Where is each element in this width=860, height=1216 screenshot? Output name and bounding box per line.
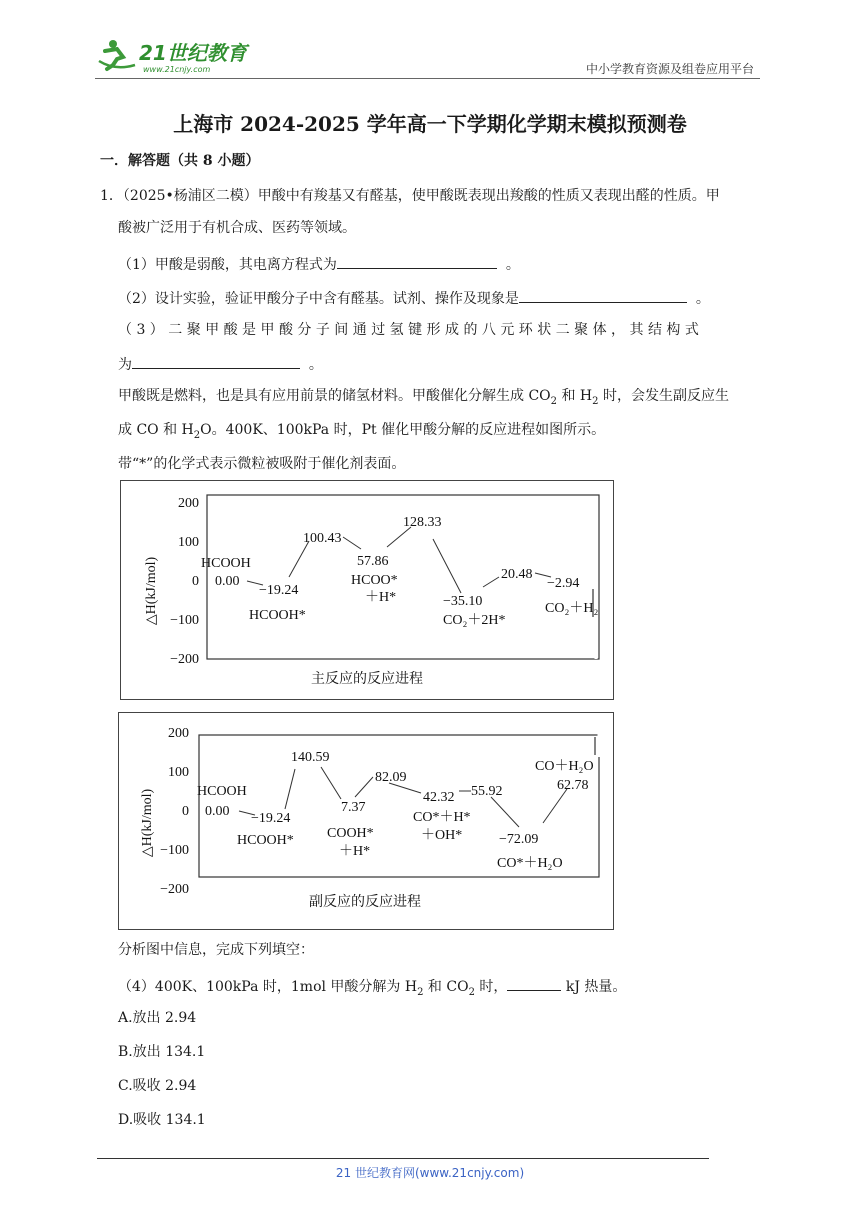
- analyze-text: 分析图中信息，完成下列填空：: [118, 942, 314, 958]
- end-mark: 。: [308, 357, 323, 373]
- energy-label: 140.59: [291, 750, 330, 765]
- footer-divider: [97, 1158, 709, 1159]
- q1-part4: [118, 974, 626, 1003]
- species-label: HCOOH*: [237, 833, 294, 848]
- y-tick: 100: [168, 765, 189, 780]
- connector: [285, 769, 295, 809]
- q1-part2: [118, 286, 710, 309]
- answer-blank-3[interactable]: [132, 352, 300, 369]
- energy-label: −35.10: [443, 594, 483, 609]
- q4-text: 和 CO: [423, 979, 469, 995]
- y-tick: −200: [160, 882, 189, 897]
- info-line2: [118, 420, 605, 446]
- info-text: O。400K、100kPa 时，Pt 催化甲酸分解的反应进程如图所示。: [200, 422, 606, 438]
- energy-label: −2.94: [547, 576, 580, 591]
- species-label: HCOOH*: [249, 608, 306, 623]
- connector: [355, 777, 373, 797]
- connector: [433, 539, 461, 593]
- y-tick: 200: [168, 726, 189, 741]
- info-text: 成 CO 和 H: [118, 422, 194, 438]
- y-tick: 0: [192, 574, 199, 589]
- answer-blank-2[interactable]: [519, 286, 687, 303]
- species-label: CO*＋H*: [413, 810, 471, 825]
- energy-label: 7.37: [341, 800, 366, 815]
- connector: [483, 577, 499, 587]
- y-tick: 100: [178, 535, 199, 550]
- energy-label: 55.92: [471, 784, 503, 799]
- species-label: ＋OH*: [421, 828, 463, 843]
- header-divider: [95, 78, 760, 79]
- subscript: 2: [550, 395, 558, 407]
- y-tick: −100: [160, 843, 189, 858]
- subscript: 2: [417, 986, 424, 998]
- energy-label: 20.48: [501, 567, 533, 582]
- q1-part3-text: 为: [118, 357, 132, 373]
- species-label: HCOOH: [201, 556, 251, 571]
- page-header: [95, 30, 760, 80]
- option-c[interactable]: C.吸收 2.94: [118, 1078, 197, 1094]
- section-heading: 一．解答题（共 8 小题）: [100, 153, 260, 169]
- y-axis-label: △H(kJ/mol): [140, 788, 155, 858]
- end-mark: 。: [505, 257, 520, 273]
- species-label: HCOOH: [197, 784, 247, 799]
- page-title: 上海市 2024-2025 学年高一下学期化学期末模拟预测卷: [173, 112, 687, 136]
- energy-label: 0.00: [215, 574, 240, 589]
- species-label: ＋H*: [339, 844, 371, 859]
- y-tick: −200: [170, 652, 199, 667]
- energy-label: 42.32: [423, 790, 455, 805]
- main-reaction-figure: [120, 480, 614, 700]
- option-a[interactable]: A.放出 2.94: [118, 1010, 197, 1026]
- connector: [321, 767, 341, 799]
- connector: [343, 537, 361, 549]
- connector: [543, 789, 567, 823]
- q1-intro-line1: 1．（2025•杨浦区二模）甲酸中有羧基又有醛基，使甲酸既表现出羧酸的性质又表现出醛的性质。甲: [100, 188, 720, 204]
- connector: [289, 541, 309, 577]
- subscript: 2: [193, 429, 201, 441]
- species-label: ＋H*: [365, 590, 397, 605]
- q1-part1: [118, 252, 520, 275]
- figure-caption: 主反应的反应进程: [311, 672, 423, 687]
- species-label: CO＋H₂O: [535, 759, 594, 774]
- energy-label: 100.43: [303, 531, 342, 546]
- energy-label: 0.00: [205, 804, 230, 819]
- connector: [387, 527, 411, 547]
- info-text: 和 H: [557, 388, 593, 404]
- q4-text: 时，: [474, 979, 508, 995]
- q1-part3-line2: [118, 352, 323, 375]
- energy-label: 57.86: [357, 554, 389, 569]
- energy-label: −19.24: [259, 583, 299, 598]
- y-tick: 0: [182, 804, 189, 819]
- species-label: COOH*: [327, 826, 374, 841]
- subscript: 2: [468, 986, 475, 998]
- q4-text: （4）400K、100kPa 时，1mol 甲酸分解为 H: [118, 979, 418, 995]
- energy-label: 128.33: [403, 515, 442, 530]
- answer-blank-1[interactable]: [337, 252, 497, 269]
- q1-part3-line1: （ 3 ） 二 聚 甲 酸 是 甲 酸 分 子 间 通 过 氢 键 形 成 的 八 元 环 状 二 聚 体 ， 其 结 构 式: [118, 322, 699, 338]
- info-line3: 带“*”的化学式表示微粒被吸附于催化剂表面。: [118, 456, 406, 472]
- connector: [491, 797, 519, 827]
- energy-label: 82.09: [375, 770, 407, 785]
- footer-link[interactable]: 21 世纪教育网(www.21cnjy.com): [335, 1166, 525, 1180]
- logo-url: www.21cnjy.com: [143, 65, 211, 74]
- y-tick: 200: [178, 496, 199, 511]
- answer-blank-4[interactable]: [507, 974, 561, 991]
- y-axis-label: △H(kJ/mol): [144, 556, 159, 626]
- energy-label: −19.24: [251, 811, 291, 826]
- end-mark: 。: [695, 291, 710, 307]
- energy-label: 62.78: [557, 778, 589, 793]
- q1-part1-text: （1）甲酸是弱酸，其电离方程式为: [118, 257, 337, 273]
- logo-text: 21世纪教育: [139, 41, 247, 65]
- y-tick: −100: [170, 613, 199, 628]
- figure-caption: 副反应的反应进程: [309, 895, 421, 910]
- species-label: CO₂＋H₂: [545, 601, 599, 616]
- side-reaction-figure: [118, 712, 614, 930]
- info-line1: [118, 386, 729, 412]
- option-d[interactable]: D.吸收 134.1: [118, 1112, 206, 1128]
- q1-part2-text: （2）设计实验，验证甲酸分子中含有醛基。试剂、操作及现象是: [118, 291, 519, 307]
- option-b[interactable]: B.放出 134.1: [118, 1044, 206, 1060]
- species-label: CO*＋H₂O: [497, 856, 563, 871]
- species-label: CO₂＋2H*: [443, 613, 506, 628]
- q4-text: kJ 热量。: [561, 979, 627, 995]
- site-logo: [95, 35, 265, 75]
- info-text: 时，会发生副反应生: [598, 388, 729, 404]
- info-text: 甲酸既是燃料，也是具有应用前景的储氢材料。甲酸催化分解生成 CO: [118, 388, 551, 404]
- subscript: 2: [592, 395, 599, 407]
- species-label: HCOO*: [351, 573, 398, 588]
- q1-intro-line2: 酸被广泛用于有机合成、医药等领域。: [118, 220, 356, 236]
- energy-label: −72.09: [499, 832, 539, 847]
- header-platform-text: 中小学教育资源及组卷应用平台: [585, 62, 754, 76]
